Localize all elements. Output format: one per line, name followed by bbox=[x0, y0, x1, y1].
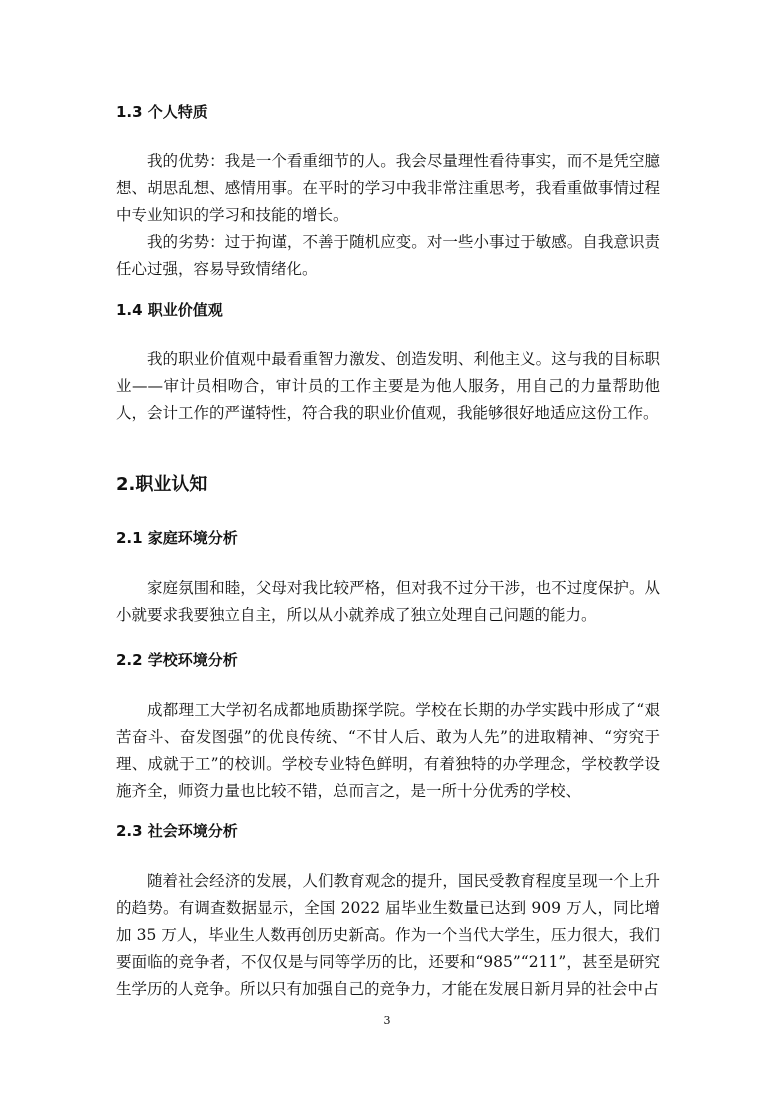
section-heading-2: 2.职业认知 bbox=[116, 474, 208, 495]
section-heading-2-3: 2.3 社会环境分析 bbox=[116, 822, 238, 840]
paragraph-family-environment: 家庭氛围和睦，父母对我比较严格，但对我不过分干涉，也不过度保护。从小就要求我要独立自主，所以从小就养成了独立处理自己问题的能力。 bbox=[116, 579, 660, 624]
section-heading-1-4: 1.4 职业价值观 bbox=[116, 301, 223, 319]
paragraph-weaknesses: 我的劣势：过于拘谨，不善于随机应变。对一些小事过于敏感。自我意识责任心过强，容易导致情绪化。 bbox=[116, 233, 660, 278]
paragraph-career-values: 我的职业价值观中最看重智力激发、创造发明、利他主义。这与我的目标职业——审计员相吻合，审计员的工作主要是为他人服务，用自己的力量帮助他人，会计工作的严谨特性，符合我的职业价值观，我能够很好地适应这份工作。 bbox=[116, 350, 660, 422]
paragraph-school-environment: 成都理工大学初名成都地质勘探学院。学校在长期的办学实践中形成了“艰苦奋斗、奋发图强”的优良传统、“不甘人后、敢为人先”的进取精神、“穷究于理、成就于工”的校训。学校专业特色鲜明，有着独特的办学理念，学校教学设施齐全，师资力量也比较不错，总而言之，是一所十分优秀的学校、 bbox=[116, 701, 660, 800]
section-heading-2-2: 2.2 学校环境分析 bbox=[116, 651, 238, 669]
section-heading-1-3: 1.3 个人特质 bbox=[116, 103, 208, 121]
page-number: 3 bbox=[383, 1014, 391, 1027]
paragraph-strengths: 我的优势：我是一个看重细节的人。我会尽量理性看待事实，而不是凭空臆想、胡思乱想、感情用事。在平时的学习中我非常注重思考，我看重做事情过程中专业知识的学习和技能的增长。 bbox=[116, 152, 660, 224]
section-heading-2-1: 2.1 家庭环境分析 bbox=[116, 529, 238, 547]
paragraph-social-environment: 随着社会经济的发展，人们教育观念的提升，国民受教育程度呈现一个上升的趋势。有调查数据显示，全国 2022 届毕业生数量已达到 909 万人，同比增加 35 万人，毕业生人数再创历史新高。作为一个当代大学生，压力很大，我们要面临的竞争者，不仅仅是与同等学历的比，还要和“985”“211”，甚至是研究生学历的人竞争。所以只有加强自己的竞争力，才能在发展日新月异的社会中占 bbox=[116, 872, 660, 998]
